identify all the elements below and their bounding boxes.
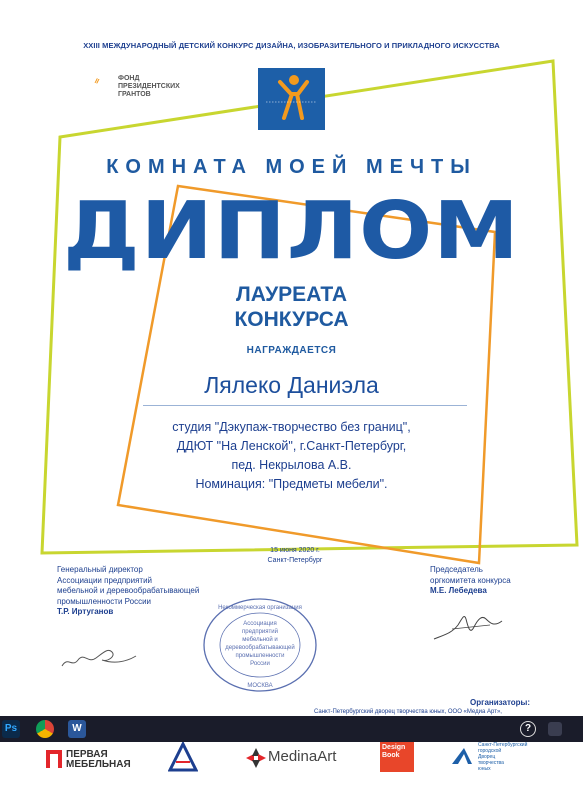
organizers-text: Санкт-Петербургский дворец творчества юных, ООО «Медиа Арт», bbox=[314, 709, 502, 715]
right-signature-icon bbox=[430, 605, 505, 645]
left-signature-icon bbox=[58, 638, 138, 673]
person-figure-icon bbox=[258, 68, 325, 130]
date-block: 15 июня 2020 г. Санкт-Петербург bbox=[267, 547, 323, 564]
laureate-title: ЛАУРЕАТА КОНКУРСА bbox=[234, 283, 349, 331]
svg-text:России: России bbox=[250, 661, 270, 667]
svg-text:Некоммерческая организация: Некоммерческая организация bbox=[218, 605, 302, 611]
youth-palace-logo-icon bbox=[450, 744, 474, 766]
svg-text:МОСКВА: МОСКВА bbox=[247, 683, 273, 689]
help-icon[interactable]: ? bbox=[520, 721, 536, 737]
media-art-text: MedinaArt bbox=[268, 748, 337, 765]
official-stamp bbox=[200, 595, 320, 695]
youth-palace-text: Санкт-Петербургский городской Дворец творчества юных bbox=[478, 742, 528, 772]
photoshop-icon[interactable]: Ps bbox=[2, 720, 20, 738]
sponsor-bar bbox=[0, 742, 583, 800]
right-signatory: Председатель оргкомитета конкурса М.Е. Лебедева bbox=[430, 565, 511, 595]
word-icon[interactable]: W bbox=[68, 720, 86, 738]
taskbar bbox=[0, 716, 583, 742]
svg-text:промышленности: промышленности bbox=[235, 653, 285, 659]
left-signatory: Генеральный директор Ассоциации предприятий мебельной и деревообрабатывающей промышленности России Т.Р. Иртуганов bbox=[57, 565, 200, 616]
awarded-label: НАГРАЖДАЕТСЯ bbox=[246, 345, 337, 356]
contest-logo bbox=[258, 68, 325, 130]
contest-header: XXIII МЕЖДУНАРОДНЫЙ ДЕТСКИЙ КОНКУРС ДИЗАЙНА, ИЗОБРАЗИТЕЛЬНОГО И ПРИКЛАДНОГО ИСКУССТВА bbox=[83, 41, 500, 50]
name-underline bbox=[143, 405, 467, 406]
media-art-logo-icon bbox=[246, 748, 266, 768]
chrome-icon[interactable] bbox=[36, 720, 54, 738]
first-furniture-text: ПЕРВАЯ МЕБЕЛЬНАЯ bbox=[66, 749, 131, 770]
svg-text:мебельной и: мебельной и bbox=[242, 637, 278, 643]
room-title: КОМНАТА МОЕЙ МЕЧТЫ bbox=[106, 156, 477, 178]
recipient-name: Лялеко Даниэла bbox=[204, 372, 379, 398]
organizers-title: Организаторы: bbox=[470, 698, 531, 707]
design-book-logo: Design Book bbox=[380, 742, 414, 772]
association-logo-icon bbox=[168, 742, 198, 772]
svg-text:деревообрабатывающей: деревообрабатывающей bbox=[225, 645, 295, 651]
recipient-details: студия "Дэкупаж-творчество без границ", ДДЮТ "На Ленской", г.Санкт-Петербург, пед. Некрылова А.В. Номинация: "Предметы мебели". bbox=[172, 420, 411, 491]
first-furniture-logo-icon bbox=[46, 750, 62, 768]
diploma-title: ДИПЛОМ bbox=[63, 185, 520, 278]
fund-name: ФОНД ПРЕЗИДЕНТСКИХ ГРАНТОВ bbox=[118, 75, 180, 98]
fund-logo-icon bbox=[94, 70, 116, 94]
system-tray-icon[interactable] bbox=[548, 722, 562, 736]
svg-text:Ассоциация: Ассоциация bbox=[243, 621, 277, 627]
svg-text:предприятий: предприятий bbox=[242, 629, 278, 635]
